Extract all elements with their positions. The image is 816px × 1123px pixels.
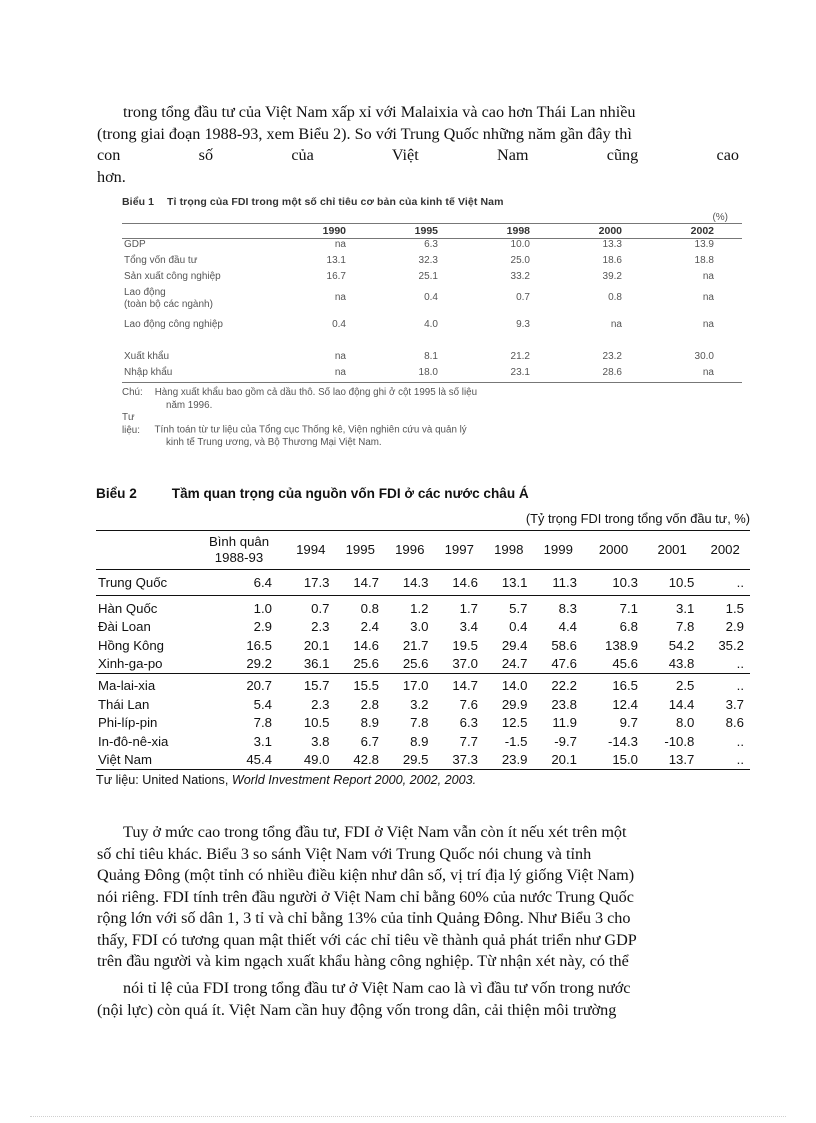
cell: 2.4 (360, 619, 380, 635)
table-row (96, 751, 750, 770)
cell: 15.7 (286, 673, 336, 695)
cell: 7.7 (459, 733, 479, 749)
source-key: Tư liệu: (122, 412, 140, 436)
cell: 37.3 (435, 751, 485, 770)
table-header-row (96, 531, 750, 570)
text-line: Tuy ở mức cao trong tổng đầu tư, FDI ở Việt Nam vẫn còn ít nếu xét trên một (123, 823, 627, 841)
row-label: Xinh-ga-po (98, 656, 163, 671)
cell: 2.5 (644, 673, 700, 695)
cell: 25.0 (510, 254, 530, 266)
column-header-blank (96, 531, 192, 570)
cell: 0.4 (424, 291, 438, 303)
cell: 10.0 (510, 239, 530, 250)
table-1-title: Tỉ trọng của FDI trong một số chỉ tiêu cơ bản của kinh tế Việt Nam (167, 196, 504, 208)
table-1-note (122, 387, 742, 450)
table-header-row (122, 224, 742, 239)
cell: 14.6 (353, 637, 380, 653)
cell: 32.3 (418, 254, 438, 266)
cell: 1.2 (385, 596, 435, 618)
cell: 0.7 (516, 291, 530, 303)
row-label: Tổng vốn đầu tư (124, 254, 198, 266)
cell: 14.4 (668, 696, 695, 712)
column-header: 2001 (657, 542, 687, 557)
cell: na (702, 270, 714, 282)
cell: 33.2 (510, 270, 530, 282)
cell: 16.7 (326, 270, 346, 282)
cell: 6.8 (619, 619, 638, 635)
cell: 25.6 (353, 656, 380, 671)
row-label: Lao động công nghiệp (124, 318, 223, 330)
table-row (96, 695, 750, 714)
row-label: Phi-líp-pin (98, 715, 158, 731)
cell: 8.3 (534, 596, 584, 618)
cell: 29.9 (501, 696, 528, 712)
cell: 7.1 (583, 596, 644, 618)
text-line: số chỉ tiêu khác. Biểu 3 so sánh Việt Nam với Trung Quốc nói chung và tỉnh (97, 844, 592, 863)
table-row (96, 714, 750, 733)
column-header: 1996 (395, 542, 425, 557)
note-text-cont: năm 1996. (166, 399, 213, 411)
row-label: Nhập khẩu (122, 367, 282, 383)
paragraph-bottom (97, 978, 739, 1021)
cell: 14.6 (452, 575, 479, 590)
row-label: Việt Nam (96, 751, 192, 770)
text-line: (trong giai đoạn 1988-93, xem Biểu 2). So với Trung Quốc những năm gần đây thì (97, 124, 632, 143)
cell: -14.3 (607, 733, 638, 749)
note-key: Chú: (122, 387, 143, 398)
cell: na (334, 350, 346, 362)
table-row (96, 655, 750, 674)
column-header: 1998 (494, 542, 524, 557)
cell: 23.9 (484, 751, 534, 770)
cell: 2.3 (311, 619, 330, 635)
cell: .. (700, 673, 750, 695)
cell: 20.1 (303, 637, 330, 653)
column-header: 1990 (282, 224, 374, 239)
cell: 6.7 (360, 733, 380, 749)
table-row (96, 618, 750, 637)
column-header: 1997 (444, 542, 474, 557)
cell: 3.0 (410, 619, 429, 635)
cell: 7.8 (676, 619, 695, 635)
column-header: 2002 (650, 224, 742, 239)
cell: 29.2 (246, 656, 273, 671)
cell: 21.2 (510, 350, 530, 362)
cell: 0.4 (332, 318, 346, 330)
page-bottom-divider (30, 1116, 786, 1117)
table-row (122, 271, 742, 287)
cell: 23.8 (551, 696, 578, 712)
cell: 43.8 (668, 656, 695, 671)
column-header (122, 224, 282, 239)
cell: 13.7 (644, 751, 700, 770)
text-line: trên đầu người và kim ngạch xuất khẩu hàng công nghiệp. Từ nhận xét này, có thể (97, 952, 629, 970)
cell: 3.4 (459, 619, 479, 635)
cell: 11.9 (552, 715, 578, 731)
cell: -10.8 (664, 733, 695, 749)
cell: 15.0 (583, 751, 644, 770)
cell: 13.1 (501, 575, 528, 590)
cell: 21.7 (402, 637, 429, 653)
cell: 14.0 (484, 673, 534, 695)
cell: 28.6 (558, 367, 650, 383)
text-line: nói tỉ lệ của FDI trong tổng đầu tư ở Việt Nam cao là vì đầu tư vốn trong nước (123, 979, 631, 997)
cell: 2.9 (253, 619, 273, 635)
cell: 2.3 (311, 696, 330, 712)
cell: 1.7 (435, 596, 485, 618)
text-line: rộng lớn với số dân 1, 3 tỉ và chỉ bằng 13% của tỉnh Quảng Đông. Như Biểu 3 cho (97, 909, 631, 927)
table-2-unit: (Tỷ trọng FDI trong tổng vốn đầu tư, %) (525, 511, 750, 526)
cell: 9.7 (619, 715, 638, 731)
row-label: Hồng Kông (98, 637, 164, 653)
table-row (96, 636, 750, 655)
table-1 (122, 196, 742, 450)
source-text: Tính toán từ tư liệu của Tổng cục Thống kê, Viện nghiên cứu và quản lý (154, 424, 467, 436)
cell: 18.8 (694, 254, 714, 266)
table-2 (96, 486, 750, 787)
cell: 37.0 (452, 656, 479, 671)
cell: 23.1 (466, 367, 558, 383)
note-text: Hàng xuất khẩu bao gồm cả dầu thô. Số lao động ghi ở cột 1995 là số liệu (154, 387, 478, 398)
cell: 20.7 (192, 673, 286, 695)
table-row (122, 287, 742, 319)
cell: 7.8 (253, 715, 273, 731)
cell: na (282, 367, 374, 383)
table-1-label: Biểu 1 (122, 196, 155, 208)
cell: 7.6 (459, 696, 479, 712)
column-header: 1995 (345, 542, 375, 557)
cell: 10.3 (612, 575, 638, 590)
cell: 0.4 (509, 619, 528, 635)
cell: 4.4 (558, 619, 578, 635)
cell: 42.8 (336, 751, 386, 770)
row-label: Đài Loan (98, 619, 151, 635)
cell: 1.0 (192, 596, 286, 618)
table-row (96, 732, 750, 751)
table-2-body (96, 570, 750, 770)
cell: 36.1 (303, 656, 330, 671)
cell: 3.7 (725, 696, 744, 712)
text-line: (nội lực) còn quá ít. Việt Nam cần huy động vốn trong dân, cải thiện môi trường (97, 1000, 617, 1019)
cell: 25.1 (418, 270, 438, 282)
table-2-grid (96, 530, 750, 770)
table-1-unit: (%) (712, 212, 728, 223)
cell: .. (736, 656, 744, 671)
cell: 45.6 (612, 656, 638, 671)
cell: 11.3 (552, 575, 578, 590)
table-row (96, 596, 750, 618)
cell: 19.5 (452, 637, 479, 653)
source-title: World Investment Report 2000, 2002, 2003. (231, 772, 477, 787)
row-label: Ma-lai-xia (96, 673, 192, 695)
cell: 0.7 (286, 596, 336, 618)
paragraph-mid (97, 822, 739, 973)
row-label: Lao động (toàn bộ các ngành) (124, 286, 213, 310)
cell: .. (700, 751, 750, 770)
cell: 25.6 (402, 656, 429, 671)
cell: 18.6 (602, 254, 622, 266)
cell: 47.6 (551, 656, 578, 671)
column-header: 2002 (710, 542, 740, 557)
cell: 18.0 (374, 367, 466, 383)
cell: 3.2 (410, 696, 429, 712)
row-label: Xuất khẩu (124, 350, 170, 362)
cell: na (334, 239, 346, 250)
row-label: Thái Lan (98, 696, 150, 712)
text-line: thấy, FDI có tương quan mật thiết với các chỉ tiêu về thành quả phát triển như GDP (97, 930, 637, 949)
text-line: con số của Việt Nam cũng cao hơn. (97, 146, 739, 186)
table-2-label: Biểu 2 (96, 486, 137, 501)
cell: 10.5 (303, 715, 330, 731)
cell: .. (736, 733, 744, 749)
table-1-caption (122, 196, 742, 208)
cell: -1.5 (504, 733, 528, 749)
cell: na (334, 291, 346, 303)
table-row (122, 255, 742, 271)
cell: 17.0 (385, 673, 435, 695)
cell: 8.1 (424, 350, 438, 362)
paragraph-top (97, 102, 739, 188)
table-2-title: Tầm quan trọng của nguồn vốn FDI ở các nước châu Á (171, 486, 529, 501)
cell: 30.0 (694, 350, 714, 362)
cell: 23.2 (602, 350, 622, 362)
text-line: trong tổng đầu tư của Việt Nam xấp xỉ với Malaixia và cao hơn Thái Lan nhiều (123, 103, 636, 121)
table-1-grid (122, 223, 742, 383)
cell: 3.1 (644, 596, 700, 618)
source-text-cont: kinh tế Trung ương, và Bộ Thương Mại Việt Nam. (166, 437, 382, 448)
cell: na (702, 291, 714, 303)
cell: 13.3 (602, 239, 622, 250)
column-header: 1994 (296, 542, 326, 557)
text-line: Quảng Đông (một tỉnh có nhiều điều kiện như dân số, vị trí địa lý giống Việt Nam) (97, 866, 635, 884)
cell: 10.5 (668, 575, 695, 590)
cell: 45.4 (192, 751, 286, 770)
cell: 35.2 (718, 637, 744, 653)
cell: 24.7 (501, 656, 528, 671)
column-header: 2000 (598, 542, 629, 557)
cell: 14.7 (435, 673, 485, 695)
row-label: In-đô-nê-xia (98, 733, 169, 749)
cell: 39.2 (602, 270, 622, 282)
cell: 58.6 (551, 637, 578, 653)
cell: 1.5 (700, 596, 750, 618)
table-row (122, 239, 742, 255)
cell: 49.0 (286, 751, 336, 770)
cell: -9.7 (554, 733, 578, 749)
column-header: 1999 (543, 542, 573, 557)
table-row (122, 319, 742, 351)
cell: 12.4 (612, 696, 638, 712)
cell: 14.7 (353, 575, 380, 590)
cell: 5.7 (484, 596, 534, 618)
cell: 16.5 (246, 637, 273, 653)
cell: 14.3 (402, 575, 429, 590)
table-row (96, 570, 750, 596)
cell: 8.6 (725, 715, 744, 731)
table-row (122, 351, 742, 367)
cell: 3.8 (311, 733, 330, 749)
cell: 6.3 (459, 715, 479, 731)
table-2-caption (96, 486, 750, 501)
cell: 7.8 (410, 715, 429, 731)
source-prefix: Tư liệu: United Nations, (96, 772, 232, 787)
cell: na (650, 367, 742, 383)
cell: 13.9 (694, 239, 714, 250)
cell: 54.2 (668, 637, 695, 653)
cell: 6.3 (424, 239, 438, 250)
cell: 17.3 (303, 575, 330, 590)
column-header-average (192, 531, 286, 570)
cell: 0.8 (336, 596, 386, 618)
row-label: Trung Quốc (98, 575, 168, 590)
table-row (122, 367, 742, 383)
cell: 20.1 (534, 751, 584, 770)
cell: 5.4 (253, 696, 273, 712)
text-line: nói riêng. FDI tính trên đầu người ở Việt Nam chỉ bằng 60% của nước Trung Quốc (97, 887, 634, 906)
cell: 16.5 (583, 673, 644, 695)
cell: 2.8 (360, 696, 380, 712)
column-header: 1995 (374, 224, 466, 239)
cell: 29.5 (385, 751, 435, 770)
column-header: 2000 (558, 224, 650, 239)
cell: na (610, 318, 622, 330)
cell: 29.4 (501, 637, 528, 653)
row-label: Sản xuất công nghiệp (124, 270, 221, 282)
cell: 15.5 (336, 673, 386, 695)
cell: 12.5 (501, 715, 528, 731)
row-label: GDP (124, 239, 146, 250)
average-period: 1988-93 (214, 550, 264, 565)
column-header: 1998 (466, 224, 558, 239)
cell: 138.9 (604, 637, 638, 653)
cell: 13.1 (326, 254, 346, 266)
row-label: Hàn Quốc (96, 596, 192, 618)
cell: 2.9 (725, 619, 744, 635)
cell: na (702, 318, 714, 330)
cell: 6.4 (253, 575, 273, 590)
cell: 9.3 (516, 318, 530, 330)
cell: 3.1 (253, 733, 273, 749)
cell: 4.0 (424, 318, 438, 330)
average-label: Bình quân (208, 534, 270, 549)
cell: 22.2 (534, 673, 584, 695)
cell: 8.9 (410, 733, 429, 749)
cell: 8.9 (360, 715, 380, 731)
table-2-source (96, 773, 750, 787)
table-row (96, 673, 750, 695)
cell: 0.8 (608, 291, 622, 303)
cell: 8.0 (676, 715, 695, 731)
cell: .. (736, 575, 744, 590)
